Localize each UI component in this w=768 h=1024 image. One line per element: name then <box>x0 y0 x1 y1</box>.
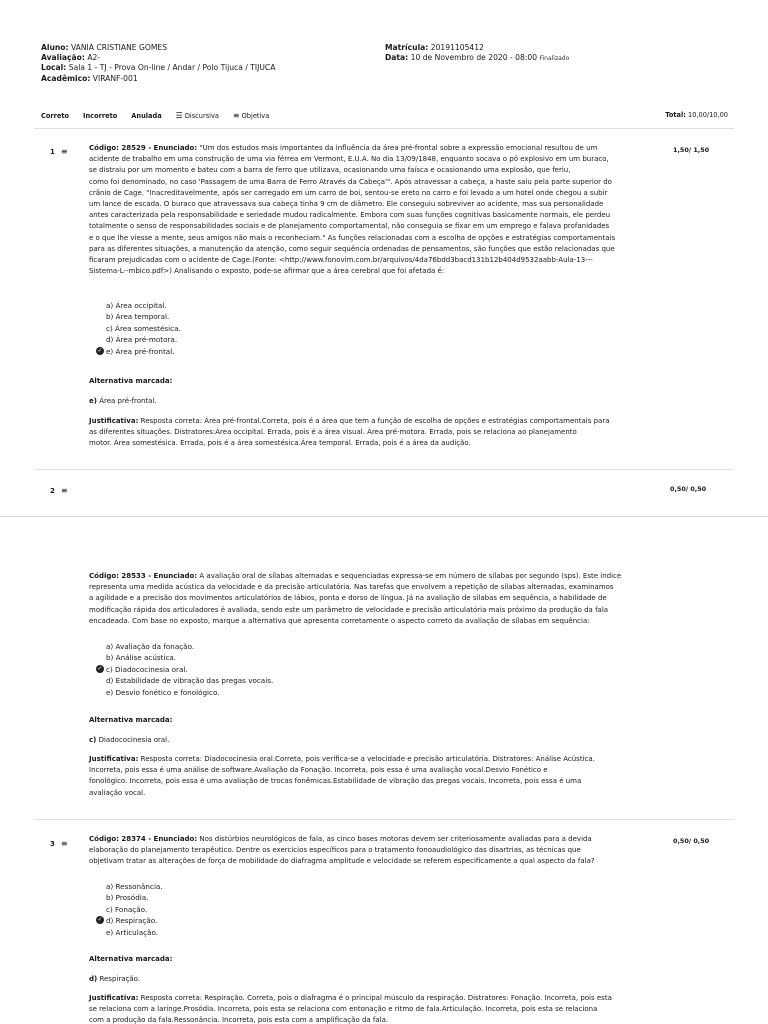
option-b: b) Área temporal. <box>106 312 170 322</box>
marked-answer: d) Respiração. <box>89 975 141 983</box>
list-icon: ≡ <box>60 839 68 848</box>
options-list <box>97 300 181 357</box>
check-circle-icon: ✓ <box>97 916 103 924</box>
legend-discursive: ☰ Discursiva <box>175 111 219 120</box>
marked-title: Alternativa marcada: <box>89 716 173 724</box>
status-badge: Finalizado <box>539 55 570 63</box>
justification: Justificativa: Resposta correta: Diadococinesia oral.Correta, pois verifica-se a velocidade e precisão articulatória. Distratores: Análise Acústica. Incorreta, pois essa é uma análise de software.Avaliação da Fonação. Incorreta, pois essa é uma avaliação vocal.Desvio Fonético e fonológico. Incorreta, pois essa é uma avaliação de trocas fonêmicas.Estabilidade de vibração das pregas vocais. Incorreta, pois essa é uma avaliação vocal. <box>89 755 595 797</box>
registration: 20191105412 <box>430 43 484 52</box>
divider <box>34 128 734 129</box>
option-b: b) Análise acústica. <box>106 653 177 663</box>
question-score: 0,50/ 0,50 <box>670 485 707 493</box>
list-icon: ≡ <box>60 486 68 495</box>
marked-answer: e) Área pré-frontal. <box>89 397 157 405</box>
option-e: e) Desvio fonético e fonológico. <box>106 687 220 697</box>
question-number: 2 ≡ <box>50 486 68 495</box>
legend-objective: ≡ Objetiva <box>232 111 270 120</box>
option-a: a) Avaliação da fonação. <box>106 642 195 651</box>
justification: Justificativa: Resposta correta: Área pré-frontal.Correta, pois é a área que tem a função de escolha de opções e estratégias comportamentais para as diferentes situações. Distratores:Área occipital. Errada, pois é a área visual. Área pré-motora. Errada, pois se relaciona ao planejamento motor. Área somestésica. Errada, pois é a área somestésica.Área temporal. Errada, pois é a área da audição. <box>89 417 610 448</box>
list-icon: ☰ <box>175 111 183 120</box>
bullet-list-icon: ≡ <box>232 111 240 120</box>
options-list <box>97 881 163 938</box>
justification: Justificativa: Resposta correta: Respiração. Correta, pois o diafragma é o principal músculo da respiração. Distratores: Fonação. Incorreta, pois esta se relaciona com a laringe.Prosódia. Incorreta, pois esta se relaciona com entonação e ritmo de fala.Articulação. Incorreta, pois esta se relaciona com a produção da fala.Ressonância. Incorreta, pois esta com a amplificação da fala. <box>89 994 612 1024</box>
exam-info: Matrícula: 20191105412 Data: 10 de Novembro de 2020 - 08:00 Finalizado <box>385 43 570 63</box>
legend-annulled: Anulada <box>131 111 162 120</box>
option-e: e) Articulação. <box>106 927 159 937</box>
check-circle-icon: ✓ <box>97 346 103 354</box>
question-score: 1,50/ 1,50 <box>673 146 710 154</box>
exam-date: 10 de Novembro de 2020 - 08:00 <box>410 53 538 63</box>
marked-answer: c) Diadococinesia oral. <box>89 736 170 744</box>
option-c: c) Área somestésica. <box>106 323 181 333</box>
legend-incorrect: Incorreto <box>83 111 118 120</box>
question-statement: Código: 28529 - Enunciado: "Um dos estudos mais importantes da influência da área pré-frontal sobre a expressão emocional resultou de um acidente de trabalho em uma construção de uma via férrea em Vermont, E.U.A. No dia 13/09/1848, enquanto socava o pó explosivo em um buraco, se distraiu por um momento e bateu com a barra de ferro que utilizava, ocasionando uma faísca e ocasionando uma explosão, que feriu, como foi denominado, no caso 'Passagem de uma Barra de Ferro Através da Cabeça'". Após atravessar a cabeça, a haste saiu pela parte superior do crânio de Cage. "Inacreditavelmente, após ser carregado em um carro de boi, sentou-se ereto no carro e foi levado a um hotel onde chegou a subir um lance de escada. O buraco que atravessava sua cabeça tinha 9 cm de diâmetro. Ele conseguiu sobreviver ao acidente, mas sua personalidade antes caracterizada pela responsabilidade e seriedade mudou radicalmente. Embora com suas funções cognitivas basicamente normais, ele perdeu totalmente o senso de responsabilidades sociais e de planejamento comportamental, não conseguia se fixar em um emprego e falava profanidades e o que lhe viesse a mente, seus amigos não mais o reconheciam." As funções relacionadas com a escolha de opções e estratégias comportamentais para as diferentes situações, a manutenção da atenção, como seguir sequência ordenadas de pensamentos, são funções que estão relacionadas que ficaram prejudicadas com o acidente de Cage.(Fonte: <http://www.fonovim.com.br/arquivos/4da76bdd3bacd131b12b404d9532aabb-Aula-13--- Sistema-L--mbico.pdf>) Analisando o exposto, pode-se afirmar que a área cerebral que foi afetada é: <box>89 144 616 276</box>
option-a: a) Área occipital. <box>106 301 167 310</box>
option-c: ✓ c) Diadococinesia oral. <box>97 664 188 674</box>
question-number: 3 ≡ <box>50 839 68 848</box>
divider <box>34 819 734 820</box>
option-e: ✓ e) Área pré-frontal. <box>97 346 175 356</box>
legend <box>41 111 269 120</box>
student-info: Aluno: VANIA CRISTIANE GOMES Avaliação: A2- Local: Sala 1 - TJ - Prova On-line / Andar / Polo Tijuca / TIJUCA Acadêmico: VIRANF-001 <box>41 43 276 83</box>
divider <box>34 469 734 470</box>
option-b: b) Prosódia. <box>106 893 149 903</box>
page-gap <box>0 517 768 561</box>
question-number: 1 ≡ <box>50 147 68 156</box>
evaluation: A2- <box>87 53 101 63</box>
marked-title: Alternativa marcada: <box>89 377 173 385</box>
page-2 <box>0 561 768 1024</box>
options-list <box>97 641 274 698</box>
option-a: a) Ressonância. <box>106 882 163 891</box>
option-d: d) Área pré-motora. <box>106 335 178 345</box>
option-c: c) Fonação. <box>106 904 148 914</box>
legend-correct: Correto <box>41 111 70 120</box>
marked-title: Alternativa marcada: <box>89 955 173 963</box>
list-icon: ≡ <box>60 147 68 156</box>
question-statement: Código: 28533 - Enunciado: A avaliação oral de sílabas alternadas e sequenciadas expressa-se em número de sílabas por segundo (sps). Este índice representa uma medida acústica da velocidade e da precisão articulatória. Nas tarefas que envolvem a repetição de sílabas alternadas, examinamos a agilidade e a precisão dos movimentos articulatórios de lábios, ponta e dorso de língua. Já na avaliação de sílabas em sequência, a habilidade de modificação rápida dos articuladores é avaliada, sendo este um parâmetro de velocidade e precisão articulatória mais próximo da produção da fala encadeada. Com base no exposto, marque a alternativa que apresenta corretamente o aspecto correto da avaliação de sílabas em sequência: <box>89 572 622 625</box>
location: Sala 1 - TJ - Prova On-line / Andar / Polo Tijuca / TIJUCA <box>68 63 276 73</box>
option-d: ✓ d) Respiração. <box>97 916 158 926</box>
total-score: Total: 10,00/10,00 <box>665 111 728 119</box>
student-name: VANIA CRISTIANE GOMES <box>70 43 168 52</box>
academic-code: VIRANF-001 <box>92 73 138 83</box>
option-d: d) Estabilidade de vibração das pregas vocais. <box>106 676 274 686</box>
check-circle-icon: ✓ <box>97 664 103 672</box>
question-statement: Código: 28374 - Enunciado: Nos distúrbios neurológicos de fala, as cinco bases motoras devem ser criteriosamente avaliadas para a devida elaboração do planejamento terapêutico. Dentre os exercícios específicos para o tratamento fonoaudiológico das disartrias, as técnicas que objetivam tratar as alterações de força de mobilidade do diafragma amplitude e velocidade se referem especificamente a qual aspecto da fala? <box>89 835 595 866</box>
question-score: 0,50/ 0,50 <box>673 837 710 845</box>
